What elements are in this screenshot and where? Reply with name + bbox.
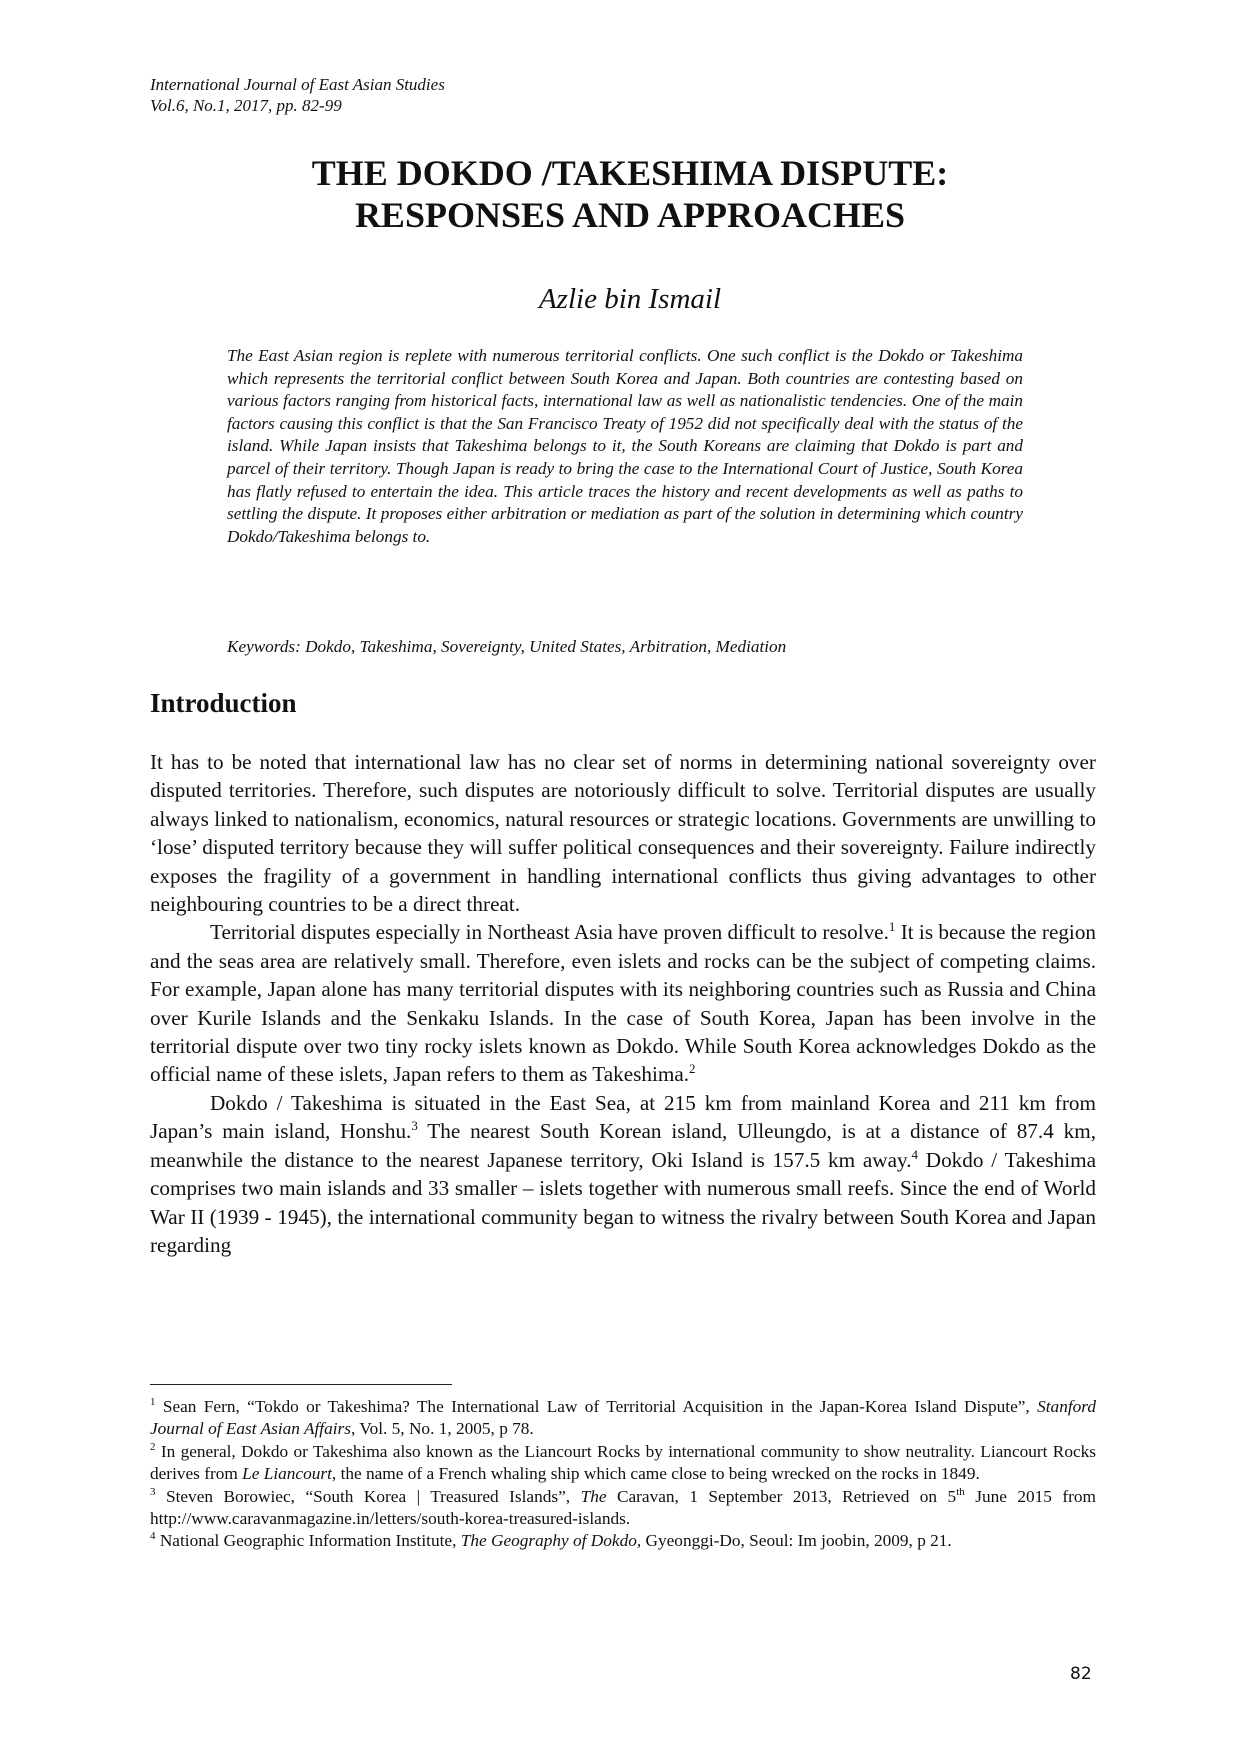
paragraph-2-text-a: Territorial disputes especially in Northeast Asia have proven difficult to resolve.: [210, 920, 889, 945]
footnote-4-text-a: National Geographic Information Institute,: [155, 1531, 461, 1551]
footnote-4-book-title: The Geography of Dokdo,: [460, 1531, 642, 1551]
title-line-2: RESPONSES AND APPROACHES: [354, 195, 906, 235]
journal-header: [150, 74, 445, 116]
abstract: The East Asian region is replete with numerous territorial conflicts. One such conflict is the Dokdo or Takeshima which represents the territorial conflict between South Korea and Japan. Both countries are contesting based on various factors ranging from historical facts, international law as well as nationalistic tendencies. One of the main factors causing this conflict is that the San Francisco Treaty of 1952 did not specifically deal with the status of the island. While Japan insists that Takeshima belongs to it, the South Koreans are claiming that Dokdo is part and parcel of their territory. Though Japan is ready to bring the case to the International Court of Justice, South Korea has flatly refused to entertain the idea. This article traces the history and recent developments as well as paths to settling the dispute. It proposes either arbitration or mediation as part of the solution in determining which country Dokdo/Takeshima belongs to.: [227, 346, 1023, 546]
footnote-4-text-b: Gyeonggi-Do, Seoul: Im joobin, 2009, p 21.: [641, 1531, 952, 1551]
body-paragraph-1: It has to be noted that international law has no clear set of norms in determining national sovereignty over disputed territories. Therefore, such disputes are notoriously difficult to solve. Territorial disputes are usually always linked to nationalism, economics, natural resources or strategic locations. Governments are unwilling to ‘lose’ disputed territory because they will suffer political consequences and their sovereignty. Failure indirectly exposes the fragility of a government in handling international conflicts thus giving advantages to other neighbouring countries to be a direct threat.: [150, 750, 1096, 917]
body-paragraph-2: [150, 918, 1096, 1088]
body-paragraph-3: [150, 1089, 1096, 1259]
footnote-1-text-b: , Vol. 5, No. 1, 2005, p 78.: [351, 1419, 534, 1439]
journal-name: International Journal of East Asian Studies: [150, 75, 445, 94]
keywords: Keywords: Dokdo, Takeshima, Sovereignty, United States, Arbitration, Mediation: [227, 637, 787, 656]
page-number: 82: [1070, 1664, 1092, 1684]
footnotes: [150, 1396, 1096, 1553]
footnote-1-journal: Stanford Journal of East Asian Affairs: [150, 1397, 1096, 1439]
paper-title: [150, 152, 1110, 236]
footnote-ref-4: 4: [911, 1146, 918, 1162]
footnote-2: [150, 1441, 1096, 1486]
footnote-2-ship-name: Le Liancourt: [242, 1464, 332, 1484]
paragraph-2-text-b: It is because the region and the seas area are relatively small. Therefore, even islets and rocks can be the subject of competing claims. For example, Japan alone has many territorial disputes with its neighboring countries such as Russia and China over Kurile Islands and the Senkaku Islands. In the case of South Korea, Japan has been involve in the territorial dispute over two tiny rocky islets known as Dokdo. While South Korea acknowledges Dokdo as the official name of these islets, Japan refers to them as Takeshima.: [150, 920, 1097, 1087]
title-line-1: THE DOKDO /TAKESHIMA DISPUTE:: [311, 153, 949, 193]
footnote-3-text-c: June 2015 from http://www.caravanmagazine.in/letters/south-korea-treasured-islands.: [150, 1486, 1096, 1529]
footnote-1-number: 1: [150, 1396, 156, 1409]
footnote-3-number: 3: [150, 1485, 156, 1498]
footnote-ref-1: 1: [888, 919, 896, 935]
paragraph-3-text-b: The nearest South Korean island, Ulleungdo, is at a distance of 87.4 km, meanwhile the distance to the nearest Japanese territory, Oki Island is 157.5 km away.: [150, 1119, 1096, 1172]
footnote-divider: [150, 1384, 452, 1385]
footnote-4: [150, 1530, 1096, 1552]
section-heading-introduction: Introduction: [150, 688, 297, 718]
footnote-1: [150, 1396, 1096, 1441]
footnote-2-number: 2: [150, 1441, 156, 1454]
footnote-3-ordinal: th: [956, 1485, 965, 1498]
paragraph-3-text-a: Dokdo / Takeshima is situated in the East Sea, at 215 km from mainland Korea and 211 km from Japan’s main island, Honshu.: [150, 1090, 1096, 1144]
footnote-ref-3: 3: [411, 1118, 418, 1134]
footnote-3-text-a: Steven Borowiec, “South Korea | Treasured Islands”,: [155, 1486, 581, 1506]
author-name: Azlie bin Ismail: [538, 283, 722, 315]
footnote-1-text-a: Sean Fern, “Tokdo or Takeshima? The International Law of Territorial Acquisition in the Japan-Korea Island Dispute”,: [155, 1397, 1038, 1416]
footnote-2-text-b: , the name of a French whaling ship which came close to being wrecked on the rocks in 1849.: [331, 1464, 980, 1484]
footnote-3-publication: The: [580, 1486, 607, 1506]
volume-info: Vol.6, No.1, 2017, pp. 82-99: [150, 96, 342, 115]
paragraph-3-text-c: Dokdo / Takeshima comprises two main islands and 33 smaller – islets together with numerous small reefs. Since the end of World War II (1939 - 1945), the international community began to witness the rivalry between South Korea and Japan regarding: [150, 1147, 1097, 1257]
footnote-4-number: 4: [150, 1530, 156, 1543]
body-text: [150, 748, 1096, 1259]
footnote-ref-2: 2: [689, 1061, 696, 1077]
footnote-2-text-a: In general, Dokdo or Takeshima also known as the Liancourt Rocks by international community to show neutrality. Liancourt Rocks derives from: [150, 1441, 1096, 1484]
footnote-3: [150, 1486, 1096, 1531]
footnote-3-text-b: Caravan, 1 September 2013, Retrieved on 5: [606, 1486, 957, 1506]
